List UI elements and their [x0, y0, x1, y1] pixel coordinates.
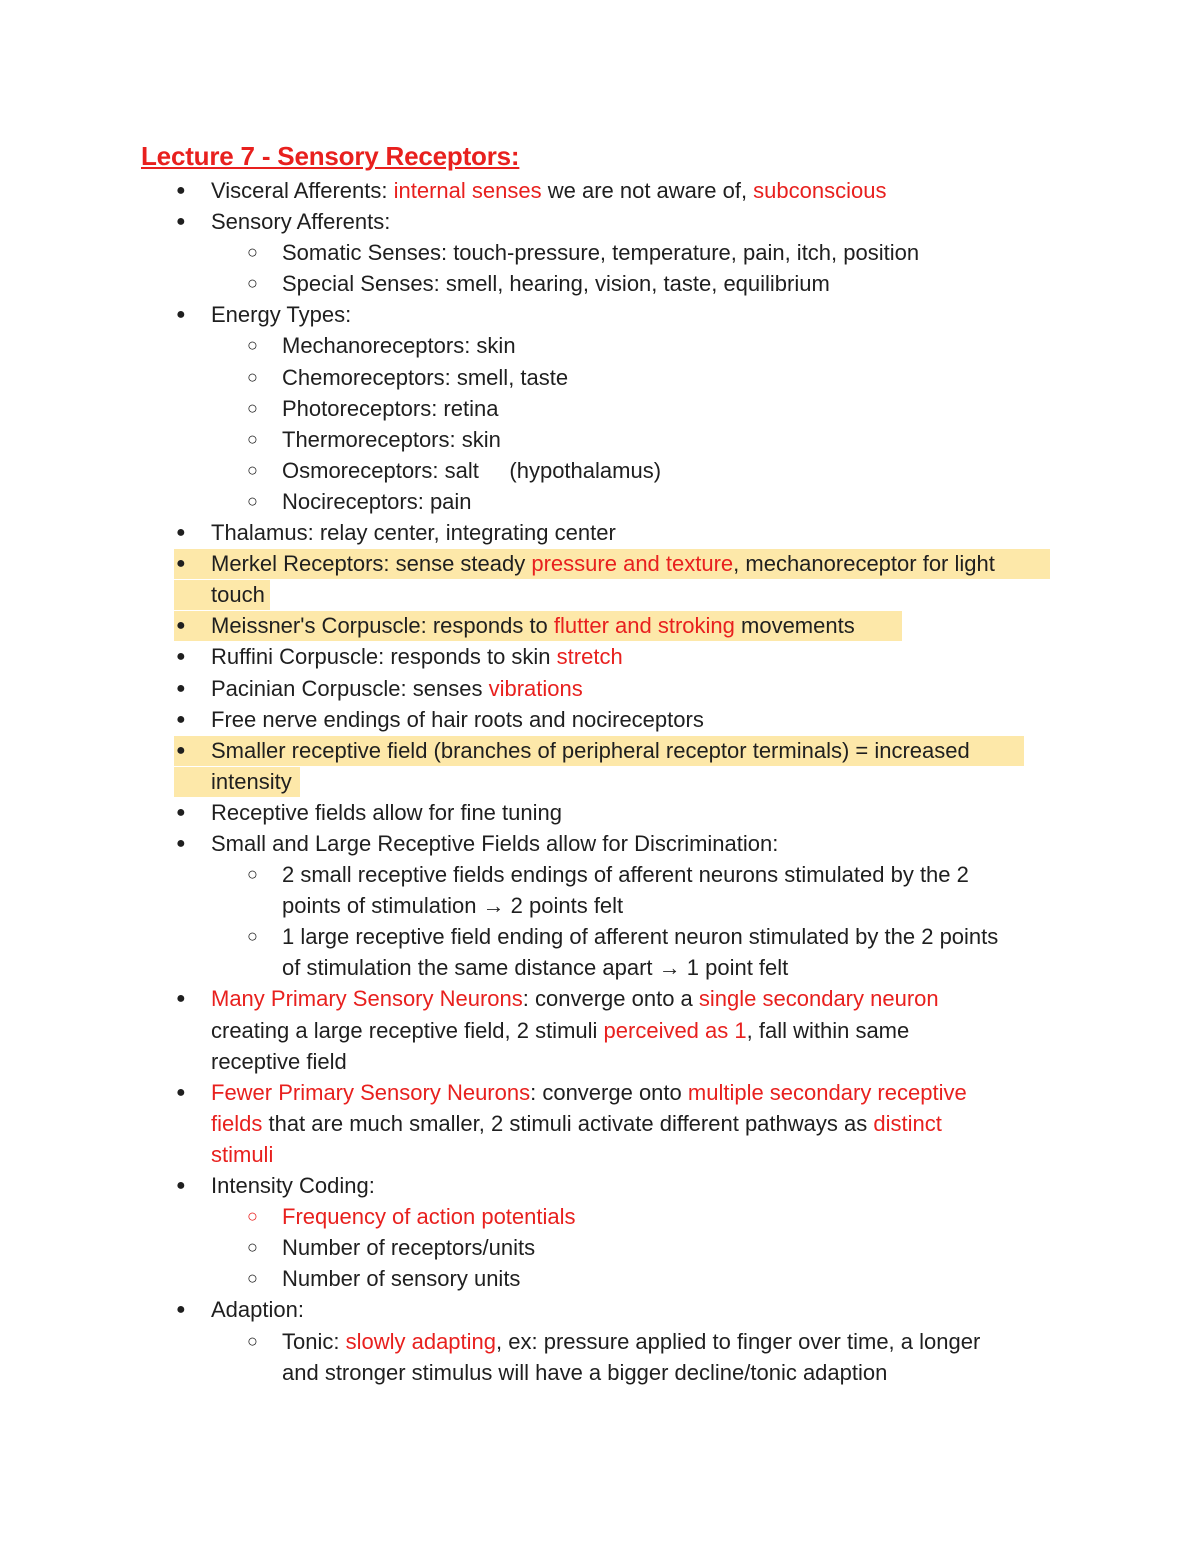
- text-line: [282, 486, 472, 517]
- filled-bullet-icon: ●: [176, 1177, 186, 1195]
- text-line: [282, 1263, 520, 1294]
- hollow-bullet-icon: ○: [247, 1330, 258, 1351]
- text-run: Chemoreceptors: smell, taste: [282, 364, 569, 390]
- list-item: [0, 1077, 1200, 1170]
- filled-bullet-icon: ●: [176, 648, 186, 666]
- text-run: : converge onto a: [522, 986, 699, 1012]
- red-text-run: Many Primary Sensory Neurons: [211, 986, 523, 1012]
- list-item: [0, 1294, 1200, 1325]
- text-run: receptive field: [211, 1048, 347, 1074]
- text-line: [282, 393, 498, 424]
- list-item-text: [211, 1294, 304, 1325]
- text-run: Special Senses: smell, hearing, vision, taste, equilibrium: [282, 271, 830, 297]
- list-item: [0, 797, 1200, 828]
- text-run: Free nerve endings of hair roots and nocireceptors: [211, 706, 704, 732]
- text-line: [282, 455, 661, 486]
- text-run: 2 small receptive fields endings of afferent neurons stimulated by the 2: [282, 862, 969, 888]
- text-run: 1 large receptive field ending of afferent neuron stimulated by the 2 points: [282, 924, 999, 950]
- text-run: Osmoreceptors: salt (hypothalamus): [282, 457, 662, 483]
- text-line: [211, 828, 778, 859]
- text-run: Energy Types:: [211, 302, 352, 328]
- text-run: that are much smaller, 2 stimuli activate different pathways as: [262, 1110, 874, 1136]
- text-line: [282, 330, 516, 361]
- text-run: Somatic Senses: touch-pressure, temperature, pain, itch, position: [282, 240, 920, 266]
- text-run: movements: [734, 613, 855, 639]
- hollow-bullet-icon: ○: [247, 428, 258, 449]
- text-run: Tonic:: [282, 1328, 346, 1354]
- list-item: [0, 1170, 1200, 1201]
- text-line: [211, 175, 886, 206]
- list-item-text: [211, 175, 886, 206]
- hollow-bullet-icon: ○: [247, 1268, 258, 1289]
- text-line: [282, 1357, 980, 1388]
- list-item-text: [211, 828, 778, 859]
- text-line: [211, 1294, 304, 1325]
- text-line: [282, 268, 830, 299]
- hollow-bullet-icon: ○: [247, 926, 258, 947]
- text-line: [211, 206, 390, 237]
- sub-list-item: [0, 1201, 1200, 1232]
- text-run: , mechanoreceptor for light: [733, 551, 995, 577]
- text-run: Meissner's Corpuscle: responds to: [211, 613, 554, 639]
- sub-list-item: [0, 424, 1200, 455]
- red-text-run: distinct: [873, 1110, 942, 1136]
- text-line: [282, 890, 969, 921]
- list-item-text: [211, 1077, 967, 1170]
- hollow-bullet-icon: ○: [247, 397, 258, 418]
- hollow-bullet-icon: ○: [247, 459, 258, 480]
- text-run: of stimulation the same distance apart → 1 point felt: [282, 955, 789, 981]
- list-item-text: [211, 548, 995, 610]
- filled-bullet-icon: ●: [176, 710, 186, 728]
- text-run: : converge onto: [530, 1079, 688, 1105]
- filled-bullet-icon: ●: [176, 213, 186, 231]
- sub-list-item: [0, 486, 1200, 517]
- text-run: points of stimulation → 2 points felt: [282, 893, 624, 919]
- list-item-text: [282, 1326, 980, 1388]
- text-run: creating a large receptive field, 2 stimuli: [211, 1017, 604, 1043]
- text-run: Nocireceptors: pain: [282, 488, 472, 514]
- list-item: [0, 517, 1200, 548]
- text-line: [211, 641, 623, 672]
- text-line: [211, 1046, 939, 1077]
- text-run: Mechanoreceptors: skin: [282, 333, 516, 359]
- text-run: , fall within same: [746, 1017, 910, 1043]
- text-line: [211, 1108, 967, 1139]
- text-run: we are not aware of,: [541, 178, 754, 203]
- list-item-text: [282, 1232, 535, 1263]
- text-line: [282, 1201, 576, 1232]
- text-line: [282, 921, 998, 952]
- text-line: [211, 579, 995, 610]
- hollow-bullet-icon: ○: [247, 273, 258, 294]
- text-run: Visceral Afferents:: [211, 178, 394, 203]
- list-item-text: [211, 517, 616, 548]
- text-run: Number of receptors/units: [282, 1235, 536, 1261]
- red-text-run: single secondary neuron: [698, 986, 939, 1012]
- list-item-text: [282, 362, 568, 393]
- text-line: [211, 766, 970, 797]
- red-text-run: internal senses: [393, 178, 542, 203]
- list-item-text: [282, 268, 830, 299]
- text-line: [211, 1170, 375, 1201]
- list-item: [0, 704, 1200, 735]
- sub-list-item: [0, 330, 1200, 361]
- sub-list-item: [0, 362, 1200, 393]
- text-line: [211, 1015, 939, 1046]
- notes-list: [0, 175, 1200, 1388]
- list-item-text: [282, 859, 969, 921]
- text-run: Pacinian Corpuscle: senses: [211, 675, 489, 701]
- hollow-bullet-icon: ○: [247, 490, 258, 511]
- list-item: [0, 610, 1200, 641]
- list-item-text: [211, 206, 390, 237]
- list-item-text: [282, 1263, 520, 1294]
- list-item-text: [211, 610, 855, 641]
- list-item-text: [211, 641, 623, 672]
- list-item-text: [282, 393, 498, 424]
- list-item-text: [282, 424, 501, 455]
- list-item: [0, 828, 1200, 859]
- filled-bullet-icon: ●: [176, 990, 186, 1008]
- filled-bullet-icon: ●: [176, 306, 186, 324]
- sub-list-item: [0, 921, 1200, 983]
- list-item-text: [282, 921, 998, 983]
- sub-list-item: [0, 1232, 1200, 1263]
- text-run: touch: [211, 582, 265, 608]
- filled-bullet-icon: ●: [176, 679, 186, 697]
- red-text-run: vibrations: [488, 675, 583, 701]
- text-line: [211, 673, 583, 704]
- filled-bullet-icon: ●: [176, 741, 186, 759]
- hollow-bullet-icon: ○: [247, 242, 258, 263]
- list-item-text: [211, 299, 351, 330]
- sub-list-item: [0, 237, 1200, 268]
- text-line: [211, 983, 939, 1014]
- filled-bullet-icon: ●: [176, 182, 186, 199]
- text-line: [211, 735, 970, 766]
- list-item-text: [282, 486, 472, 517]
- hollow-bullet-icon: ○: [247, 366, 258, 387]
- sub-list-item: [0, 455, 1200, 486]
- list-item: [0, 299, 1200, 330]
- text-line: [282, 859, 969, 890]
- text-run: Adaption:: [211, 1297, 304, 1323]
- text-run: Smaller receptive field (branches of peripheral receptor terminals) = increased: [211, 737, 970, 763]
- text-run: Receptive fields allow for fine tuning: [211, 799, 562, 825]
- sub-list-item: [0, 1263, 1200, 1294]
- red-text-run: subconscious: [753, 178, 887, 203]
- red-text-run: slowly adapting: [345, 1328, 497, 1354]
- text-run: , ex: pressure applied to finger over time, a longer: [496, 1328, 981, 1354]
- filled-bullet-icon: ●: [176, 1301, 186, 1319]
- filled-bullet-icon: ●: [176, 1083, 186, 1101]
- text-line: [211, 548, 995, 579]
- text-run: Photoreceptors: retina: [282, 395, 499, 421]
- list-item: [0, 548, 1200, 610]
- text-run: Number of sensory units: [282, 1266, 521, 1292]
- sub-list-item: [0, 393, 1200, 424]
- list-item-text: [282, 237, 919, 268]
- text-run: Thalamus: relay center, integrating center: [211, 520, 616, 546]
- red-text-run: fields: [211, 1110, 263, 1136]
- sub-list-item: [0, 859, 1200, 921]
- text-line: [211, 1077, 967, 1108]
- hollow-bullet-icon: ○: [247, 1206, 258, 1227]
- sub-list-item: [0, 1326, 1200, 1388]
- text-line: [211, 299, 351, 330]
- red-text-run: stimuli: [211, 1141, 274, 1167]
- text-line: [282, 1232, 535, 1263]
- text-run: intensity: [211, 768, 292, 794]
- text-run: Sensory Afferents:: [211, 209, 391, 235]
- red-text-run: Frequency of action potentials: [282, 1204, 576, 1230]
- red-text-run: pressure and texture: [531, 551, 734, 577]
- list-item-text: [282, 330, 516, 361]
- red-text-run: perceived as 1: [603, 1017, 747, 1043]
- filled-bullet-icon: ●: [176, 617, 186, 635]
- text-line: [282, 362, 568, 393]
- hollow-bullet-icon: ○: [247, 335, 258, 356]
- text-line: [211, 610, 855, 641]
- filled-bullet-icon: ●: [176, 803, 186, 821]
- hollow-bullet-icon: ○: [247, 1237, 258, 1258]
- list-item-text: [282, 1201, 576, 1232]
- list-item: [0, 673, 1200, 704]
- list-item: [0, 983, 1200, 1076]
- list-item: [0, 206, 1200, 237]
- red-text-run: flutter and stroking: [553, 613, 735, 639]
- text-run: and stronger stimulus will have a bigger decline/tonic adaption: [282, 1359, 888, 1385]
- text-line: [282, 952, 998, 983]
- list-item: [0, 641, 1200, 672]
- text-run: Intensity Coding:: [211, 1173, 375, 1199]
- text-line: [211, 1139, 967, 1170]
- page-title: Lecture 7 - Sensory Receptors:: [141, 141, 520, 171]
- text-run: Thermoreceptors: skin: [282, 426, 501, 452]
- list-item-text: [211, 1170, 375, 1201]
- text-run: Merkel Receptors: sense steady: [211, 551, 532, 577]
- list-item: [0, 175, 1200, 206]
- red-text-run: stretch: [556, 644, 623, 670]
- list-item-text: [211, 983, 939, 1076]
- list-item-text: [211, 673, 583, 704]
- hollow-bullet-icon: ○: [247, 864, 258, 885]
- text-run: Small and Large Receptive Fields allow for Discrimination:: [211, 830, 779, 856]
- list-item-text: [282, 455, 661, 486]
- red-text-run: Fewer Primary Sensory Neurons: [211, 1079, 531, 1105]
- text-line: [282, 1326, 980, 1357]
- sub-list-item: [0, 268, 1200, 299]
- list-item-text: [211, 735, 970, 797]
- filled-bullet-icon: ●: [176, 555, 186, 573]
- text-line: [211, 797, 562, 828]
- list-item-text: [211, 797, 562, 828]
- text-line: [211, 517, 616, 548]
- list-item: [0, 735, 1200, 797]
- text-line: [211, 704, 704, 735]
- text-line: [282, 237, 919, 268]
- text-run: Ruffini Corpuscle: responds to skin: [211, 644, 557, 670]
- red-text-run: multiple secondary receptive: [687, 1079, 967, 1105]
- list-item-text: [211, 704, 704, 735]
- text-line: [282, 424, 501, 455]
- filled-bullet-icon: ●: [176, 834, 186, 852]
- filled-bullet-icon: ●: [176, 524, 186, 542]
